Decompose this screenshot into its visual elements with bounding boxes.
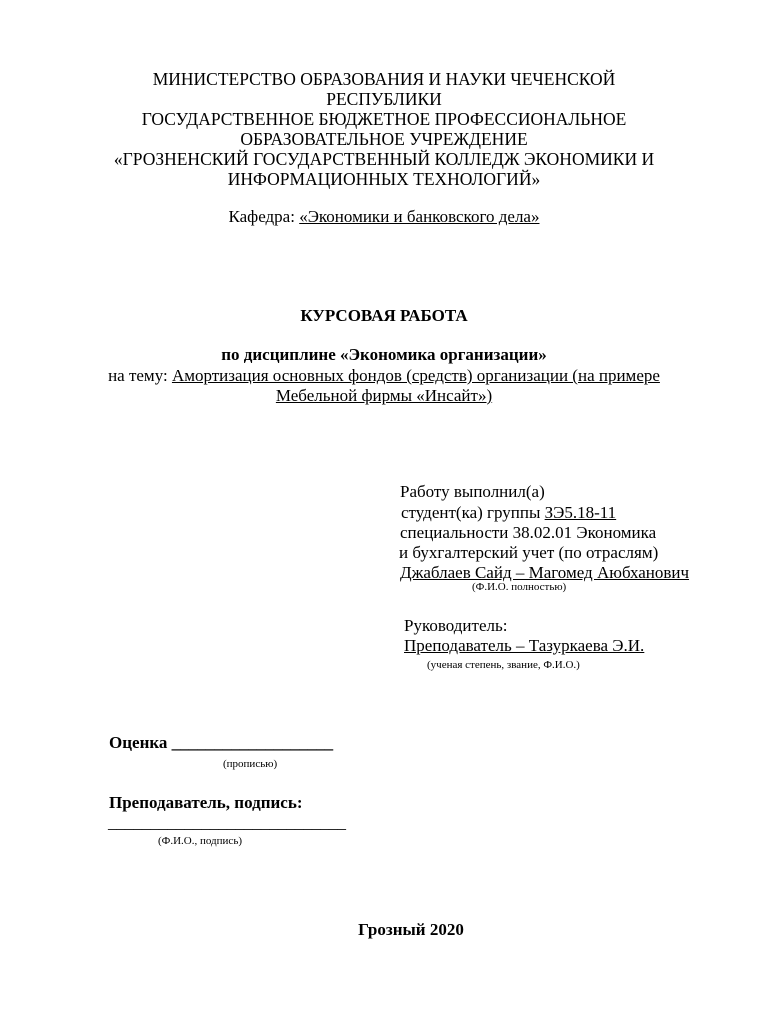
work-title: КУРСОВАЯ РАБОТА <box>300 306 468 325</box>
supervisor-label: Руководитель: <box>404 616 508 635</box>
student-name: Джаблаев Сайд – Магомед Аюбханович <box>400 563 690 582</box>
ministry-line: ОБРАЗОВАТЕЛЬНОЕ УЧРЕЖДЕНИЕ <box>240 129 528 149</box>
supervisor-name: Преподаватель – Тазуркаева Э.И. <box>404 636 645 655</box>
department-value: «Экономики и банковского дела» <box>299 207 540 226</box>
student-name-caption: (Ф.И.О. полностью) <box>472 581 567 593</box>
city-year: Грозный 2020 <box>358 920 464 939</box>
department-label: Кафедра: <box>228 207 300 226</box>
ministry-line: ИНФОРМАЦИОННЫХ ТЕХНОЛОГИЙ» <box>227 169 541 189</box>
ministry-line: ГОСУДАРСТВЕННОЕ БЮДЖЕТНОЕ ПРОФЕССИОНАЛЬНОЕ <box>141 109 627 129</box>
topic-text-2: Мебельной фирмы «Инсайт») <box>275 386 493 405</box>
department-line <box>0 207 768 227</box>
work-discipline: по дисциплине «Экономика организации» <box>221 345 547 364</box>
topic-label: на тему: <box>108 366 172 385</box>
group-label: студент(ка) группы <box>401 503 545 522</box>
group-line <box>401 503 616 523</box>
done-by-label: Работу выполнил(а) <box>400 482 545 501</box>
ministry-header <box>0 69 768 189</box>
topic-text-1: Амортизация основных фондов (средств) организации (на примере <box>171 366 660 385</box>
ministry-line: «ГРОЗНЕНСКИЙ ГОСУДАРСТВЕННЫЙ КОЛЛЕДЖ ЭКОНОМИКИ И <box>113 149 655 169</box>
topic-line-1 <box>0 366 768 386</box>
signature-line: ____________________________ <box>108 813 346 832</box>
ministry-line: МИНИСТЕРСТВО ОБРАЗОВАНИЯ И НАУКИ ЧЕЧЕНСКОЙ <box>152 69 616 89</box>
signature-caption: (Ф.И.О., подпись) <box>158 835 242 847</box>
signature-label: Преподаватель, подпись: <box>109 793 303 812</box>
topic-line-2 <box>0 386 768 406</box>
ministry-line: РЕСПУБЛИКИ <box>326 89 442 109</box>
grade-caption: (прописью) <box>223 758 278 770</box>
supervisor-caption: (ученая степень, звание, Ф.И.О.) <box>427 659 580 671</box>
specialty-line-1: специальности 38.02.01 Экономика <box>400 523 657 542</box>
specialty-line-2: и бухгалтерский учет (по отраслям) <box>399 543 659 562</box>
grade-label: Оценка ___________________ <box>109 733 334 752</box>
work-topic <box>0 366 768 406</box>
group-value: ЗЭ5.18-11 <box>544 503 617 522</box>
